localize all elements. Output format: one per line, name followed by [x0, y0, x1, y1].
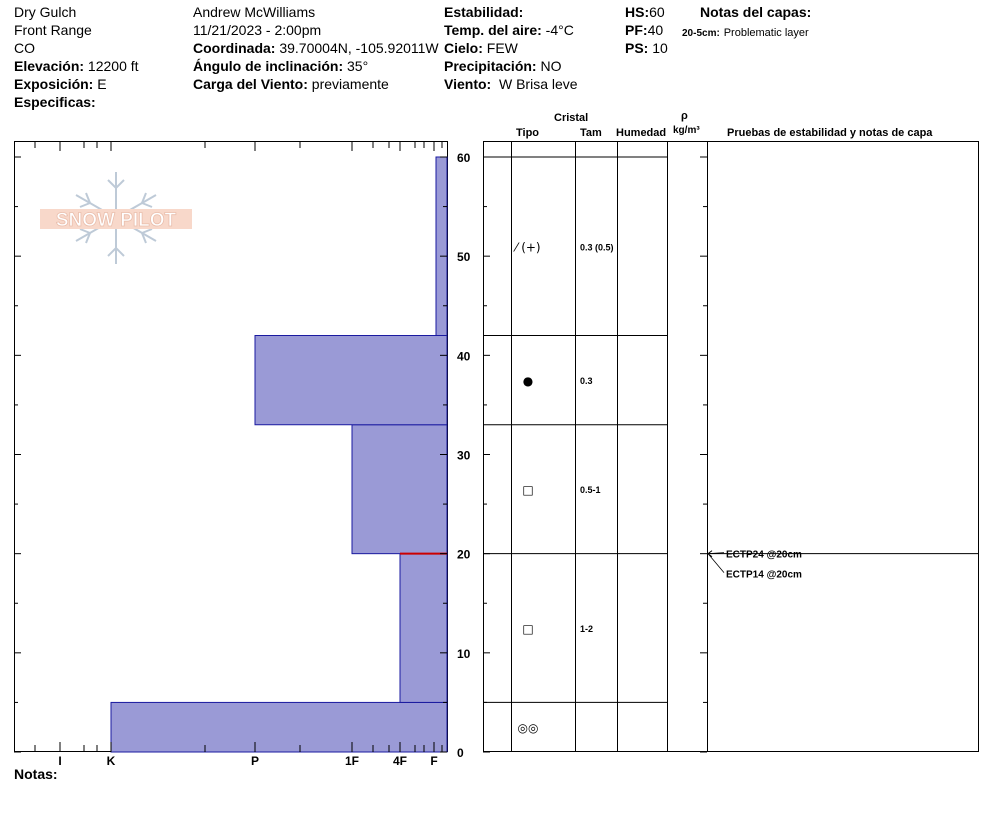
wind-load-value: previamente [311, 76, 389, 92]
size-header: Tam [580, 127, 602, 139]
crystal-symbol-0: ⁄ (+) [515, 240, 541, 255]
depth-tick-label-50: 50 [457, 250, 471, 265]
depth-tick-label-40: 40 [457, 349, 471, 364]
pf-value: 40 [647, 22, 664, 38]
depth-tick-label-20: 20 [457, 547, 471, 562]
hardness-label-P: P [250, 754, 260, 768]
coordinate-value: 39.70004N, -105.92011W [279, 40, 439, 56]
location-name: Dry Gulch [14, 4, 77, 20]
pf-label: PF: [625, 22, 648, 38]
layer-table-columns [512, 141, 708, 752]
hardness-label-F: F [430, 754, 438, 768]
snowpilot-logo-text: SNOW PILOT [55, 210, 177, 231]
ps-label: PS: [625, 40, 649, 56]
observation-datetime: 11/21/2023 - 2:00pm [193, 22, 322, 38]
aspect-label: Exposición: [14, 76, 94, 92]
wind-label: Viento: [444, 76, 492, 92]
snowpilot-logo [40, 172, 192, 264]
hs-label: HS: [625, 4, 650, 20]
hs-value: 60 [649, 4, 665, 20]
crystal-size-0: 0.3 (0.5) [580, 242, 614, 253]
moisture-header: Humedad [616, 127, 667, 139]
crystal-symbol-4: ◎◎ [517, 721, 539, 736]
hardness-label-I: I [58, 754, 62, 768]
test-arrow-1 [708, 554, 724, 573]
test-label-0: ECTP24 @20cm [726, 549, 802, 561]
precip-value: NO [540, 58, 562, 74]
crystal-size-3: 1-2 [580, 624, 594, 635]
type-header: Tipo [516, 127, 540, 139]
density-symbol: ρ [681, 110, 688, 122]
layer-note-text: Problematic layer [723, 27, 809, 39]
depth-tick-label-10: 10 [457, 646, 471, 661]
sky-label: Cielo: [444, 40, 483, 56]
elevation-label: Elevación: [14, 58, 85, 74]
density-unit: kg/m³ [673, 125, 700, 136]
air-temp-label: Temp. del aire: [444, 22, 542, 38]
depth-tick-label-30: 30 [457, 448, 471, 463]
precip-label: Precipitación: [444, 58, 537, 74]
hardness-bar-0 [111, 702, 447, 752]
layer-rows [483, 157, 978, 735]
test-label-1: ECTP14 @20cm [726, 569, 802, 581]
depth-tick-label-0: 0 [457, 746, 464, 760]
hardness-bar-4 [436, 157, 447, 336]
range-name: Front Range [14, 22, 92, 38]
notes-label: Notas: [14, 766, 58, 782]
slope-label: Ángulo de inclinación: [193, 58, 344, 74]
hardness-bar-2 [352, 425, 447, 554]
hardness-label-4F: 4F [392, 754, 408, 768]
wind-load-label: Carga del Viento: [193, 76, 308, 92]
tests-header: Pruebas de estabilidad y notas de capa [727, 127, 933, 139]
hardness-bar-3 [255, 336, 447, 425]
state-name: CO [14, 40, 35, 56]
wind-value: W Brisa leve [498, 76, 578, 92]
air-temp-value: -4°C [545, 22, 574, 38]
layer-note-range: 20-5cm: [682, 28, 720, 39]
stability-tests [708, 550, 802, 581]
hardness-label-1F: 1F [344, 754, 360, 768]
crystal-symbol-1: ● [522, 374, 534, 389]
crystal-symbol-2: □ [522, 483, 534, 498]
depth-tick-label-60: 60 [457, 151, 471, 165]
specifics-label: Especificas: [14, 94, 96, 110]
coordinate-label: Coordinada: [193, 40, 276, 56]
observer-name: Andrew McWilliams [193, 4, 316, 20]
crystal-size-1: 0.3 [580, 376, 593, 387]
ps-value: 10 [652, 40, 668, 56]
stability-label: Estabilidad: [444, 4, 524, 20]
sky-value: FEW [486, 40, 518, 56]
layer-notes-label: Notas del capas: [700, 4, 812, 20]
hardness-label-K: K [106, 754, 116, 768]
slope-value: 35° [347, 58, 369, 74]
crystal-size-2: 0.5-1 [580, 485, 601, 496]
crystal-header: Cristal [554, 112, 589, 124]
crystal-symbol-3: □ [522, 622, 534, 637]
elevation-value: 12200 ft [87, 58, 139, 74]
layer-table-frame [484, 142, 979, 752]
aspect-value: E [97, 76, 107, 92]
hardness-bar-1 [400, 554, 447, 703]
hardness-bars [111, 157, 447, 752]
